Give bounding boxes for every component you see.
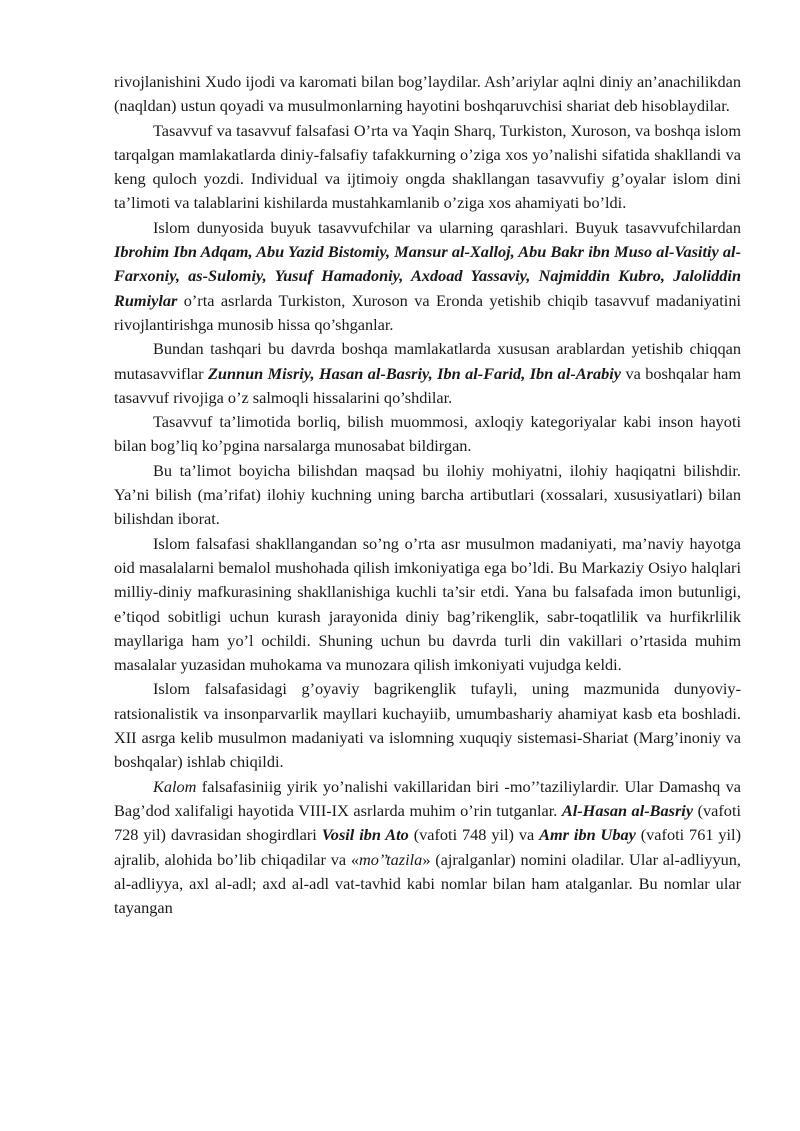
emphasized-name: Al-Hasan al-Basriy — [561, 800, 694, 820]
text-run: Islom dunyosida buyuk tasavvufchilar va ularning qarashlari. Buyuk tasavvufchilardan — [153, 217, 741, 237]
text-run: (vafoti 748 yil) va — [408, 825, 540, 845]
paragraph-3 — [114, 216, 741, 337]
text-run: (vafoti 728 yil) davrasidan shogirdlari — [114, 800, 741, 845]
text-run: Tasavvuf va tasavvuf falsafasi O’rta va Yaqin Sharq, Turkiston, Xuroson, va boshqa islom tarqalgan mamlakatlarda diniy-falsafiy tafakkurning o’ziga xos yo’nalishi sifatida shakllandi va keng quloch yozdi. Individual va ijtimoiy ongda shakllangan tasavvufiy g’oyalar islom dini ta’limoti va talablarini kishilarda mustahkamlanib o’ziga xos ahamiyati bo’ldi. — [114, 120, 741, 213]
text-run: falsafasiniig yirik yo’nalishi vakillaridan biri -mo’’taziliylardir. Ular Damashq va Bag’dod xalifaligi hayotida VIII-IX asrlarda muhim o’rin tutganlar. — [114, 776, 741, 820]
document-page — [114, 70, 741, 920]
italic-term: Kalom — [153, 776, 197, 796]
emphasized-names: Ibrohim Ibn Adqam, Abu Yazid Bistomiy, Mansur al-Xalloj, Abu Bakr ibn Muso al-Vasitiy al-Farxoniy, as-Sulomiy, Yusuf Hamadoniy, Axdoad Yassaviy, Najmiddin Kubro, Jaloliddin Rumiylar — [114, 242, 741, 310]
emphasized-name: Amr ibn Ubay — [539, 825, 636, 845]
text-run: Islom falsafasidagi g’oyaviy bagrikenglik tufayli, uning mazmunida dunyoviy-ratsionalistik va insonparvarlik mayllari kuchayiib, umumbashariy ahamiyat kasb eta boshladi. XII asrga kelib musulmon madaniyati va islomning xuquqiy sistemasi-Shariat (Marg’inoniy va boshqalar) ishlab chiqildi. — [114, 679, 741, 772]
paragraph-5 — [114, 410, 741, 459]
paragraph-8 — [114, 677, 741, 774]
text-run: Islom falsafasi shakllangandan so’ng o’rta asr musulmon madaniyati, ma’naviy hayotga oid masalalarni bemalol mushohada qilish imkoniyatiga ega bo’ldi. Bu Markaziy Osiyo halqlari milliy-diniy mafkurasining shakllanishiga kuchli ta’sir etdi. Yana bu falsafada imon butunligi, e’tiqod sobitligi uchun kurash jarayonida diniy bag’rikenglik, sabr-toqatlilik va hurfikrlilik mayllariga ham yo’l ochildi. Shuning uchun bu davrda turli din vakillari o’rtasida muhim masalalar yuzasidan muhokama va munozara qilish imkoniyati vujudga keldi. — [114, 533, 741, 675]
paragraph-1 — [114, 70, 741, 119]
paragraph-9 — [114, 775, 741, 921]
text-run: va boshqalar ham tasavvuf rivojiga o’z salmoqli hissalarini qo’shdilar. — [114, 363, 742, 407]
paragraph-7 — [114, 532, 741, 678]
text-run: o’rta asrlarda Turkiston, Xuroson va Eronda yetishib chiqib tasavvuf madaniyatini rivojlantirishga munosib hissa qo’shganlar. — [114, 290, 741, 334]
paragraph-6 — [114, 459, 741, 532]
emphasized-name: Vosil ibn Ato — [321, 825, 409, 845]
text-run: (vafoti 761 yil) ajralib, alohida bo’lib chiqadilar va « — [114, 825, 741, 869]
text-run: rivojlanishini Xudo ijodi va karomati bilan bog’laydilar. Ash’ariylar aqlni diniy an’anachilikdan (naqldan) ustun qoyadi va musulmonlarning hayotini boshqaruvchisi shariat deb hisoblaydilar. — [114, 72, 741, 116]
italic-term: mo’’tazila — [358, 849, 423, 869]
text-run: Bundan tashqari bu davrda boshqa mamlakatlarda xususan arablardan yetishib chiqqan mutasavviflar — [114, 339, 741, 383]
text-run: Bu ta’limot boyicha bilishdan maqsad bu ilohiy mohiyatni, ilohiy haqiqatni bilishdir. Ya’ni bilish (ma’rifat) ilohiy kuchning uning barcha artibutlari (xossalari, xususiyatlari) bilan bilishdan iborat. — [114, 460, 741, 529]
paragraph-4 — [114, 337, 741, 410]
emphasized-names: Zunnun Misriy, Hasan al-Basriy, Ibn al-Farid, Ibn al-Arabiy — [207, 363, 621, 383]
text-run: Tasavvuf ta’limotida borliq, bilish muommosi, axloqiy kategoriyalar kabi inson hayoti bilan bog’liq ko’pgina narsalarga munosabat bildirgan. — [114, 412, 741, 456]
text-run: » (ajralganlar) nomini oladilar. Ular al-adliyyun, al-adliyya, axl al-adl; axd al-adl vat-tavhid kabi nomlar bilan ham atalganlar. Bu nomlar ular tayangan — [114, 849, 741, 918]
paragraph-2 — [114, 119, 741, 216]
